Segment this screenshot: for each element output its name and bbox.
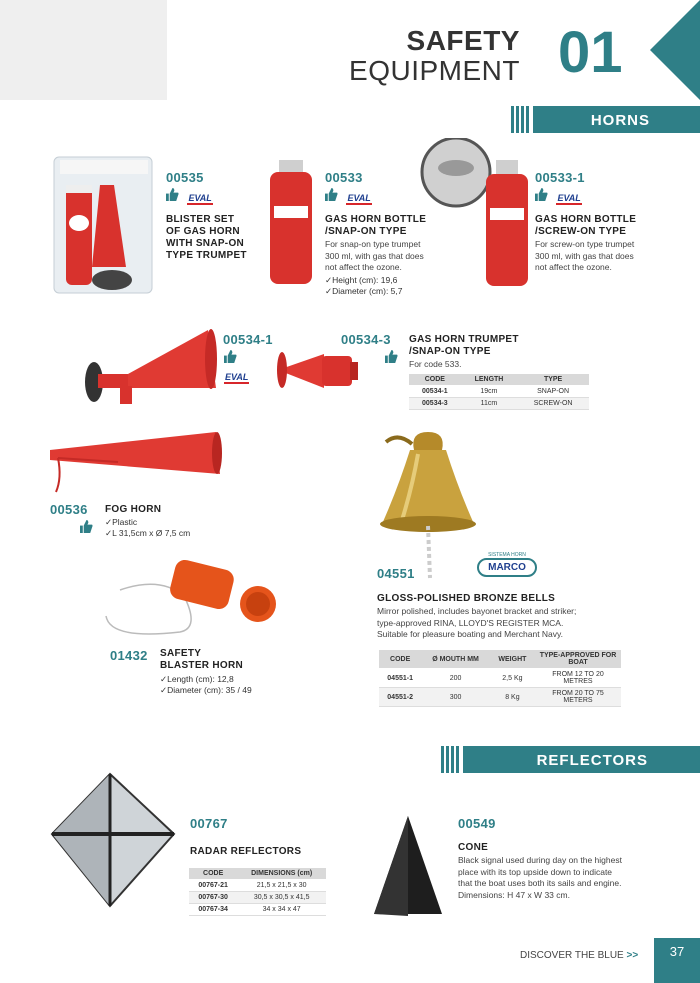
corner-block xyxy=(0,0,167,100)
table-04551 xyxy=(379,650,621,707)
eval-logo: EVAL xyxy=(225,372,249,382)
code-00533-1: 00533-1 xyxy=(535,170,585,185)
table-00534 xyxy=(409,374,589,410)
code-00533: 00533 xyxy=(325,170,363,185)
title-00536: FOG HORN xyxy=(105,504,162,515)
thumbs-up-icon xyxy=(166,188,179,201)
bronze-bell-image xyxy=(368,428,488,584)
table-00767 xyxy=(189,868,326,916)
fog-horn-image xyxy=(48,428,223,494)
table-header: CODE Ø MOUTH MM WEIGHT TYPE-APPROVED FOR BOAT xyxy=(379,650,621,669)
eval-logo: EVAL xyxy=(557,193,581,203)
title-00767: RADAR REFLECTORS xyxy=(190,846,302,857)
code-00536: 00536 xyxy=(50,502,88,517)
table-header: CODE LENGTH TYPE xyxy=(409,374,589,386)
table-row: 00534-3 11cm SCREW-ON xyxy=(409,398,589,410)
code-04551: 04551 xyxy=(377,566,415,581)
title-04551: GLOSS-POLISHED BRONZE BELLS xyxy=(377,593,556,604)
desc-04551: Mirror polished, includes bayonet bracket and striker; type-approved RINA, LLOYD'S REGISTER MCA. Suitable for pleasure boating and Merchant Navy. xyxy=(377,606,577,639)
code-00549: 00549 xyxy=(458,816,496,831)
page-number: 37 xyxy=(654,938,700,983)
radar-reflector-image xyxy=(48,770,178,910)
desc-00549: Black signal used during day on the highest place with its top upside down to indicate that the boat uses both its sails and engine. Dimensions: H 47 x W 33 cm. xyxy=(458,855,622,900)
eval-logo: EVAL xyxy=(188,193,212,203)
title-01432: SAFETY BLASTER HORN xyxy=(160,648,244,671)
features-00536: ✓ Plastic ✓ L 31,5cm x Ø 7,5 cm xyxy=(105,517,190,539)
title-00535: BLISTER SET OF GAS HORN WITH SNAP-ON TYPE TRUMPET xyxy=(166,214,247,261)
code-00767: 00767 xyxy=(190,816,228,831)
code-00534-1: 00534-1 xyxy=(223,332,273,347)
features-00533: ✓ Height (cm): 19,6 ✓ Diameter (cm): 5,7 xyxy=(325,275,403,297)
code-00534-3: 00534-3 xyxy=(341,332,391,347)
chapter-number: 01 xyxy=(558,20,623,85)
trumpet-snap-image xyxy=(80,322,220,406)
gas-bottle-screw-image xyxy=(418,138,530,290)
blaster-horn-image xyxy=(100,556,280,640)
thumbs-up-icon xyxy=(385,350,398,363)
table-row: 00767-21 21,5 x 21,5 x 30 xyxy=(189,880,326,892)
title-00533: GAS HORN BOTTLE /SNAP-ON TYPE xyxy=(325,214,427,237)
title-00533-1: GAS HORN BOTTLE /SCREW-ON TYPE xyxy=(535,214,637,237)
footer-tagline: DISCOVER THE BLUE >> xyxy=(520,950,639,961)
horns-section-bar: HORNS xyxy=(533,106,700,133)
thumbs-up-icon xyxy=(325,188,338,201)
table-row: 00767-34 34 x 34 x 47 xyxy=(189,904,326,916)
code-01432: 01432 xyxy=(110,648,148,663)
table-row: 00767-30 30,5 x 30,5 x 41,5 xyxy=(189,892,326,904)
desc-00533-1: For screw-on type trumpet 300 ml, with gas that does not affect the ozone. xyxy=(535,239,635,272)
table-row: 04551-2 300 8 Kg FROM 20 TO 75 METERS xyxy=(379,688,621,707)
table-header: CODE DIMENSIONS (cm) xyxy=(189,868,326,880)
page-title: SAFETY EQUIPMENT xyxy=(349,25,520,86)
reflectors-stripes xyxy=(441,746,461,778)
black-cone-image xyxy=(372,814,444,920)
trumpet-screw-image xyxy=(276,348,362,394)
features-01432: ✓ Length (cm): 12,8 ✓ Diameter (cm): 35 / 49 xyxy=(160,674,252,696)
thumbs-up-icon xyxy=(80,520,93,533)
thumbs-up-icon xyxy=(224,350,237,363)
horns-stripes xyxy=(511,106,531,138)
table-row: 04551-1 200 2,5 Kg FROM 12 TO 20 METRES xyxy=(379,669,621,688)
reflectors-section-bar: REFLECTORS xyxy=(463,746,700,773)
badges-00533-1 xyxy=(535,188,582,206)
blister-set-image xyxy=(52,155,154,295)
thumbs-up-icon xyxy=(535,188,548,201)
gas-bottle-snap-image xyxy=(264,158,319,288)
marco-logo: SISTEMA HORN MARCO xyxy=(477,552,537,577)
desc-00533: For snap-on type trumpet 300 ml, with gas that does not affect the ozone. xyxy=(325,239,424,272)
code-00535: 00535 xyxy=(166,170,204,185)
title-00534-3: GAS HORN TRUMPET /SNAP-ON TYPE xyxy=(409,334,519,357)
badges-00535 xyxy=(166,188,213,206)
eval-logo: EVAL xyxy=(347,193,371,203)
table-row: 00534-1 19cm SNAP-ON xyxy=(409,386,589,398)
badges-00533 xyxy=(325,188,372,206)
corner-arrow xyxy=(650,0,700,100)
title-00549: CONE xyxy=(458,842,489,853)
desc-00534-3: For code 533. xyxy=(409,359,462,369)
